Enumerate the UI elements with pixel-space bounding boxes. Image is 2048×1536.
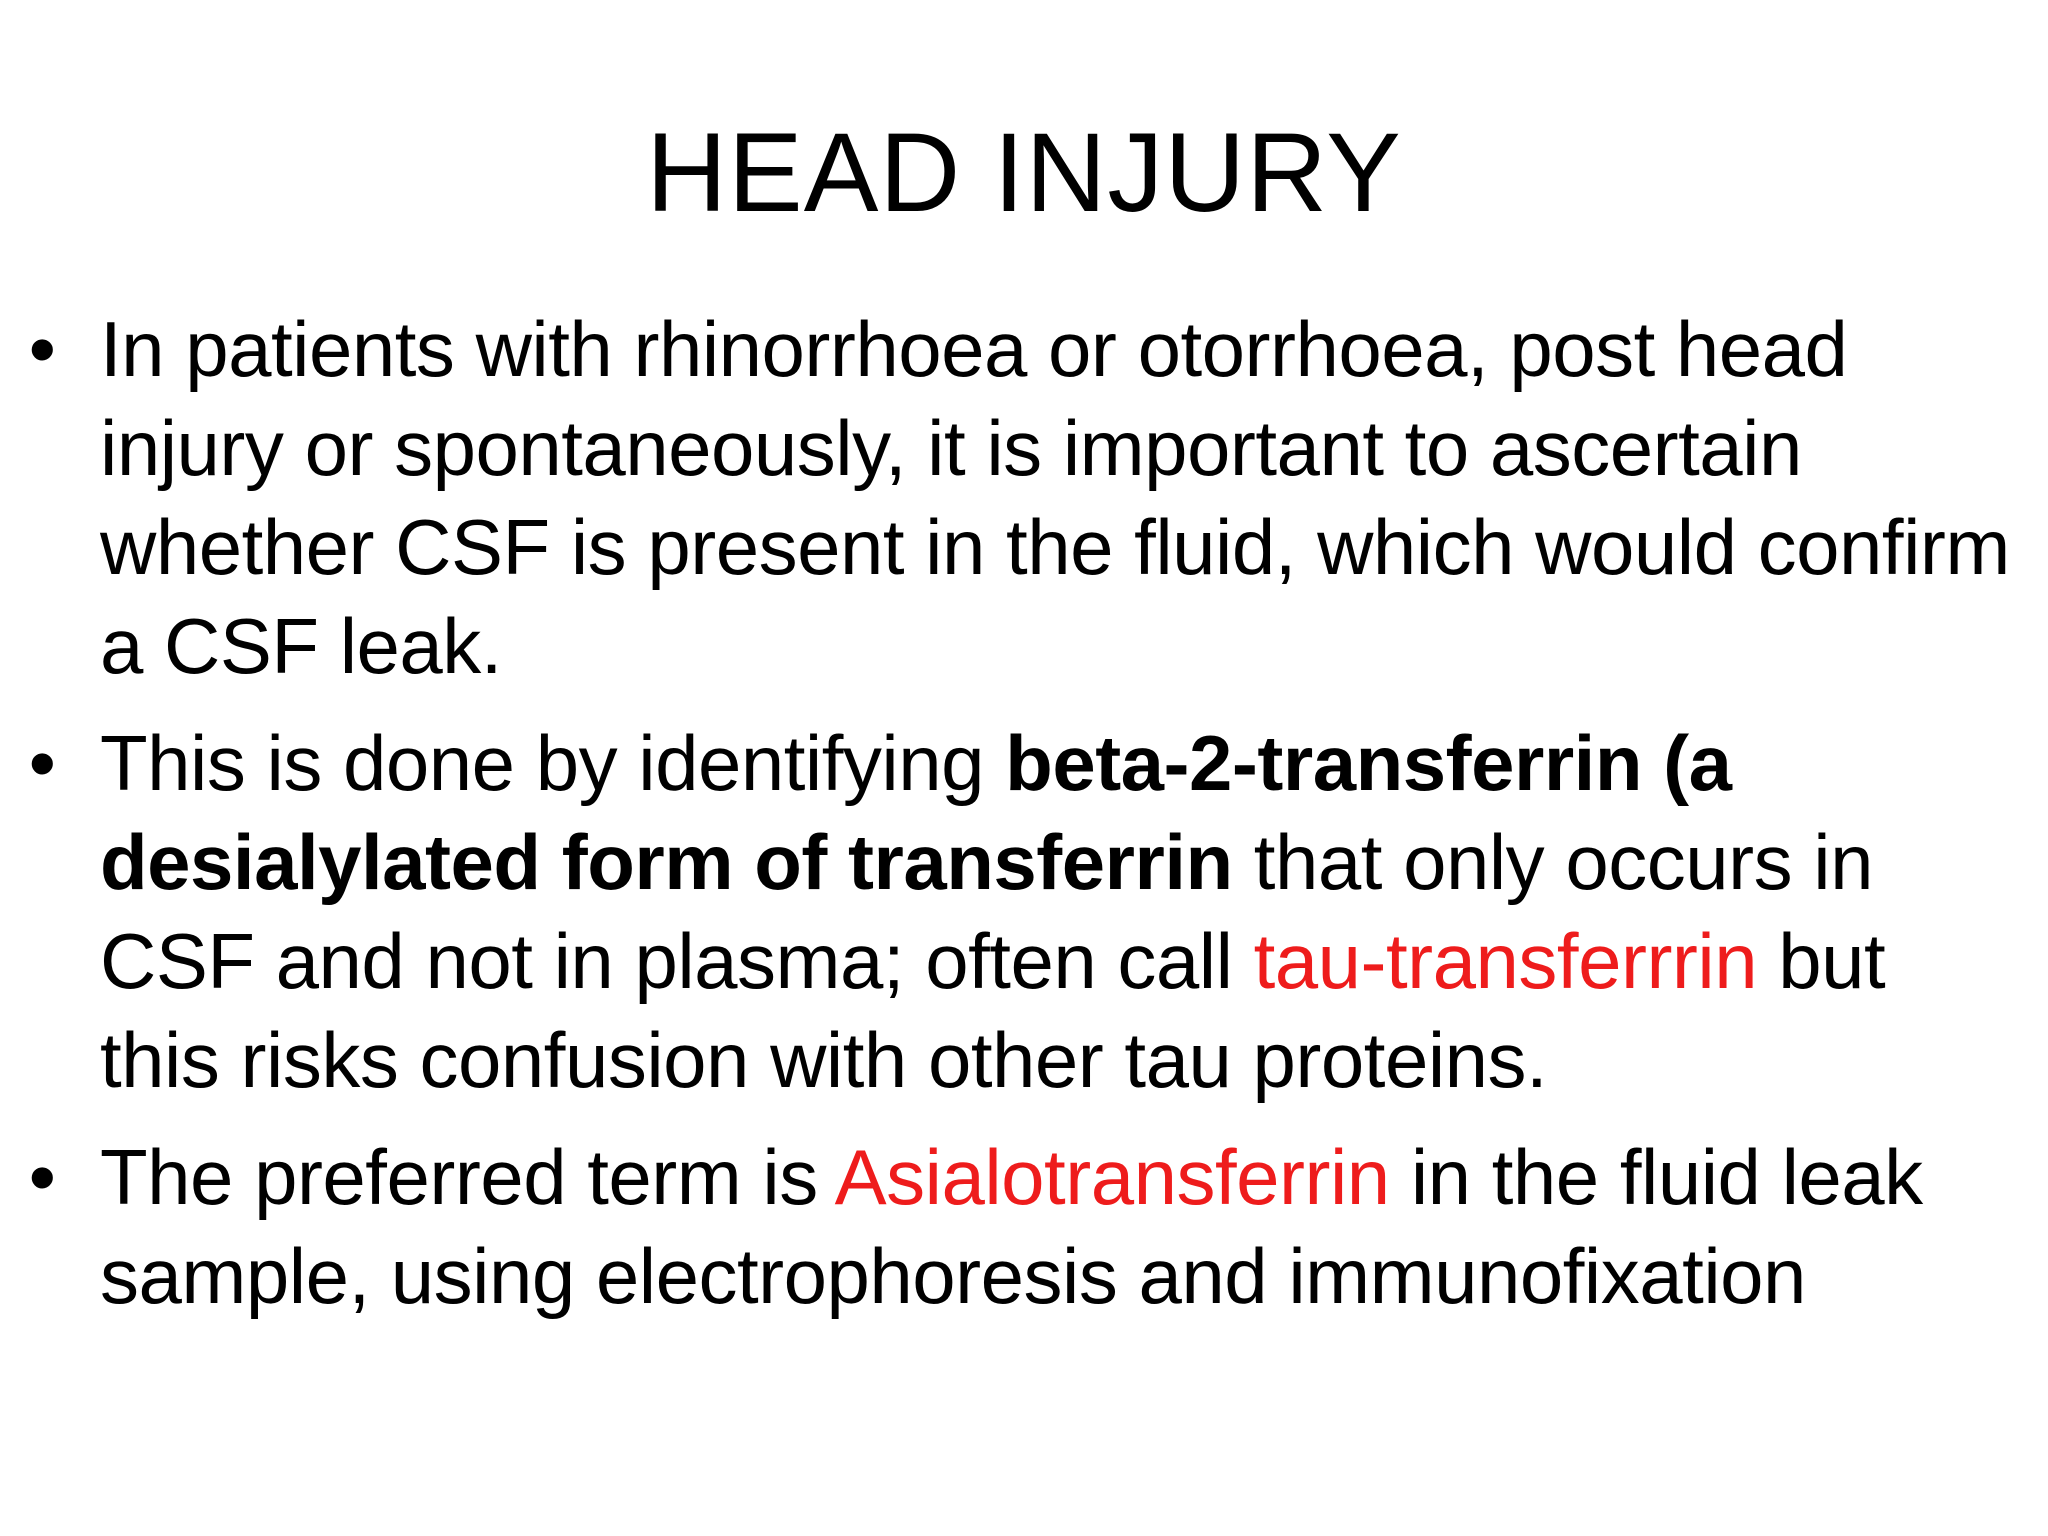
- bullet-dot: •: [28, 305, 56, 393]
- bullet-text-part: The preferred term is: [100, 1133, 835, 1221]
- bullet-item-3: [0, 1128, 2048, 1326]
- highlighted-term: Asialotransferrin: [834, 1133, 1390, 1221]
- bold-term: beta-2-transferrin (a desialylated form of transferrin: [100, 719, 1732, 906]
- bullet-text: [100, 719, 1885, 1104]
- bullet-text: In patients with rhinorrhoea or otorrhoea, post head injury or spontaneously, it is important to ascertain whether CSF is present in the fluid, which would confirm a CSF leak.: [100, 305, 2010, 690]
- bullet-text-part: in the fluid leak sample, using electrophoresis and immunofixation: [100, 1133, 1923, 1320]
- bullet-text-part: but this risks confusion with other tau proteins.: [100, 917, 1886, 1104]
- bullet-text-part: This is done by identifying: [100, 719, 1006, 807]
- highlighted-term: tau-transferrrin: [1253, 917, 1758, 1005]
- bullet-text-part: that only occurs in CSF and not in plasma; often call: [100, 818, 1873, 1005]
- bullet-dot: •: [28, 719, 56, 807]
- bullet-text: [100, 1133, 1923, 1320]
- bullet-item-2: [0, 714, 2048, 1110]
- bullet-list: [0, 300, 2048, 1344]
- bullet-dot: •: [28, 1133, 56, 1221]
- slide-title: HEAD INJURY: [646, 110, 1402, 235]
- bullet-item-1: [0, 300, 2048, 696]
